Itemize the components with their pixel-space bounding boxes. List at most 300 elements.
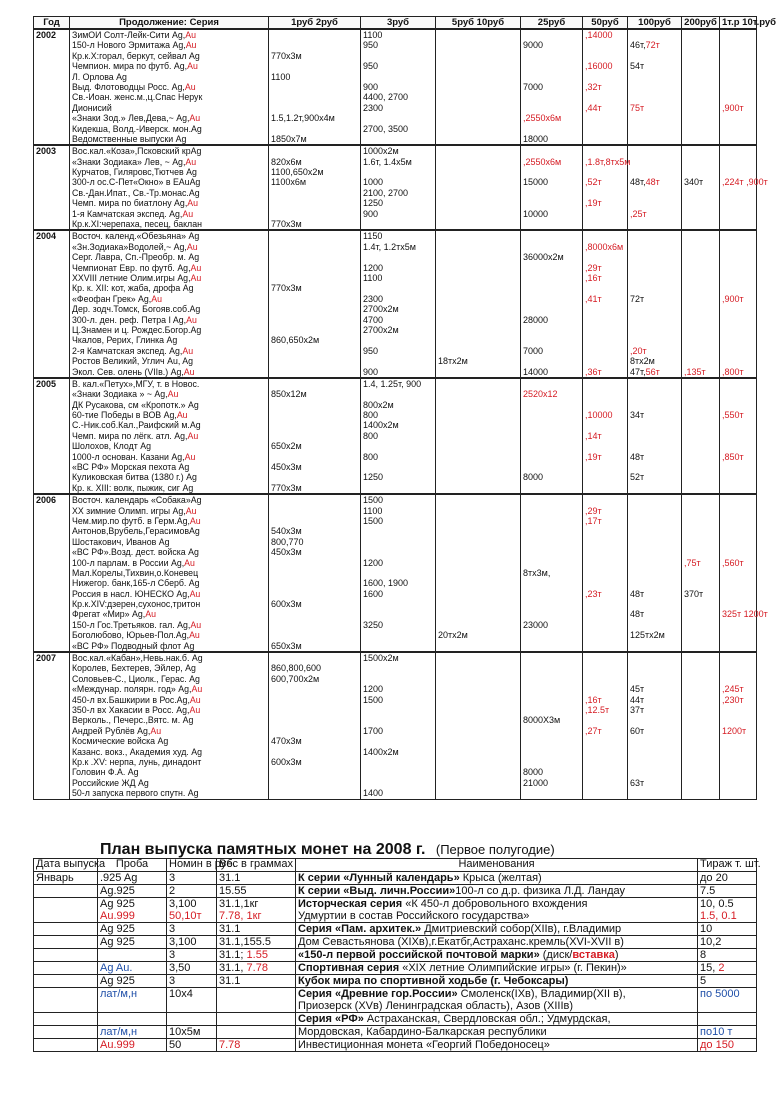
metal-mark: Au (189, 630, 200, 641)
value-text: 800 (363, 430, 379, 441)
value-line (363, 726, 433, 736)
series-name (72, 315, 266, 325)
weight-cell-text: 31.1,1кг (219, 897, 259, 910)
value-line (363, 578, 433, 588)
value-line (630, 705, 679, 715)
value-line (271, 304, 358, 314)
circulation-red: 2 (718, 961, 725, 974)
series-text: «ВС РФ» Подводный флот Ag (72, 640, 195, 651)
value-line (684, 367, 717, 377)
plan-row (34, 961, 757, 974)
value-line (523, 506, 580, 516)
value-line (630, 757, 679, 767)
value-text: 770х3м (271, 219, 302, 230)
value-line (585, 495, 625, 505)
value-text: ,75т (684, 557, 701, 568)
value-line (722, 736, 754, 746)
value-line (438, 400, 518, 410)
value-line (722, 568, 754, 578)
value-line (438, 547, 518, 557)
value-line (684, 379, 717, 389)
value-cell (521, 652, 583, 799)
value-line (722, 263, 754, 273)
value-cell (521, 378, 583, 494)
value-text: ,36т (585, 366, 602, 377)
value-line (585, 767, 625, 777)
value-cell (436, 145, 521, 230)
column-header: 1руб 2руб (269, 17, 361, 30)
value-line (630, 219, 679, 229)
series-name (72, 400, 266, 410)
value-line (722, 157, 754, 167)
value-text: 75т (630, 102, 645, 113)
plan-column-header: Дата выпуска (34, 859, 98, 872)
value-line (630, 767, 679, 777)
value-line (363, 103, 433, 113)
series-cell (70, 29, 269, 145)
value-line (585, 304, 625, 314)
weight-cell (217, 897, 296, 922)
value-text: 72т (630, 293, 645, 304)
value-line (722, 410, 754, 420)
series-text: 1-я Камчатская экспед. Ag, (72, 208, 183, 219)
series-name (72, 273, 266, 283)
value-line (363, 589, 433, 599)
series-name (72, 188, 266, 198)
proba-cell (98, 1038, 167, 1051)
value-line (523, 263, 580, 273)
series-text: Св.-Иоан. женс.м.,ц.Спас Нерук (72, 92, 203, 103)
metal-mark: Au (182, 345, 194, 356)
value-text: 950 (363, 345, 379, 356)
series-text: «Междунар. полярн. год» Ag, (72, 684, 192, 695)
value-line (630, 51, 679, 61)
value-line (630, 167, 679, 177)
value-line (684, 653, 717, 663)
value-line (523, 92, 580, 102)
value-line (363, 715, 433, 725)
value-cell (521, 494, 583, 652)
value-line (363, 736, 433, 746)
circulation-cell (698, 987, 757, 1012)
circulation-cell (698, 974, 757, 987)
value-text: 23000 (523, 619, 549, 630)
circulation-cell (698, 961, 757, 974)
series-text: Кр. к. XIII: волк, пыжик, сиг Ag (72, 482, 194, 493)
series-text: «Знаки Зод.» Лев,Дева,~ Ag, (72, 113, 190, 124)
circulation-cell-text: по10 т (700, 1025, 733, 1038)
proba-cell (98, 1012, 167, 1025)
value-line (630, 578, 679, 588)
value-line (630, 495, 679, 505)
proba-cell (98, 974, 167, 987)
circulation-cell-text: 7.5 (700, 884, 716, 897)
series-text: Экол. Сев. олень (VIIв.) Ag, (72, 366, 184, 377)
value-line (684, 346, 717, 356)
value-text: 1100 (363, 272, 383, 283)
value-line (684, 788, 717, 798)
value-line (684, 441, 717, 451)
value-line (271, 124, 358, 134)
series-text: Кидекша, Волд.-Иверск. мон.Ag (72, 123, 202, 134)
plan-row (34, 974, 757, 987)
value-line (585, 156, 631, 167)
series-text: 300-л. ден. реф. Петра I Ag, (72, 314, 187, 325)
series-name (72, 252, 266, 262)
value-line (722, 684, 754, 694)
value-line (630, 400, 679, 410)
value-line (271, 599, 358, 609)
value-line (630, 134, 679, 144)
value-text: 3250 (363, 619, 384, 630)
value-line (630, 589, 679, 599)
value-text: 800 (363, 451, 379, 462)
series-name (72, 325, 266, 335)
value-line (271, 726, 358, 736)
value-line (271, 167, 358, 177)
series-name (72, 674, 266, 684)
value-line (630, 124, 679, 134)
value-line (271, 198, 358, 208)
name-text: Астраханская, Свердловская обл.; Удмурдская, (363, 1012, 611, 1025)
value-line (630, 663, 679, 673)
value-line (271, 578, 358, 588)
value-line (271, 252, 358, 262)
value-line (438, 124, 518, 134)
value-line (585, 252, 625, 262)
value-line (585, 778, 625, 788)
value-line (585, 462, 625, 472)
plan-row (34, 1012, 757, 1025)
name-text: Смоленск(IXв), Владимир(XII в), (457, 987, 626, 1000)
value-line (630, 778, 679, 788)
value-line (363, 788, 433, 798)
series-text: Чемп. мира по лёгк. атл. Ag, (72, 430, 188, 441)
value-text: 1500 (363, 694, 384, 705)
value-line (722, 788, 754, 798)
circulation-cell-text: до 150 (700, 1038, 734, 1051)
value-text: 900 (363, 81, 379, 92)
value-line (630, 231, 679, 241)
value-cell (361, 494, 436, 652)
value-line (523, 589, 580, 599)
value-text: 48т (630, 588, 645, 599)
series-text: ДК Русакова, см «Кропотк.» Ag (72, 399, 199, 410)
value-line (722, 462, 754, 472)
value-line (523, 736, 580, 746)
series-name (72, 715, 266, 725)
value-text: 1100 (363, 505, 383, 516)
nominal-cell (167, 871, 217, 884)
nominal-cell (167, 897, 217, 922)
value-text: 21000 (523, 777, 549, 788)
value-text: 1200т (722, 725, 747, 736)
value-line (271, 273, 358, 283)
value-line (684, 578, 717, 588)
value-line (271, 209, 358, 219)
value-line (271, 367, 358, 377)
value-text: 1700 (363, 725, 384, 736)
value-line (630, 431, 679, 441)
weight-cell-text: 31.1 (219, 974, 241, 987)
series-cell (70, 230, 269, 377)
value-line (585, 325, 625, 335)
value-line (363, 653, 433, 663)
value-text: ,25т (630, 208, 647, 219)
value-line (523, 61, 580, 71)
value-line (271, 51, 358, 61)
name-cell (296, 1038, 698, 1051)
value-line (438, 51, 518, 61)
name-cell (296, 974, 698, 987)
value-text: 8тх3м, (523, 567, 551, 578)
plan-column-header: Тираж т. шт. (698, 859, 757, 872)
value-line (585, 441, 625, 451)
value-line (722, 420, 754, 430)
value-line (523, 537, 580, 547)
value-line (363, 431, 433, 441)
value-text: ,20т (630, 345, 647, 356)
value-line (523, 462, 580, 472)
value-text: 48т (630, 609, 645, 620)
value-line (438, 420, 518, 430)
value-line (438, 283, 518, 293)
value-line (585, 547, 625, 557)
value-line (684, 778, 717, 788)
series-name (72, 263, 266, 273)
series-text: Восточ. календ.«Обезьяна» Ag (72, 231, 200, 242)
value-line (684, 705, 717, 715)
value-line (271, 620, 358, 630)
value-line (523, 495, 580, 505)
value-line (363, 315, 433, 325)
value-line (438, 134, 518, 144)
value-line (438, 72, 518, 82)
value-text: ,245т (722, 684, 744, 695)
series-text: Чем.мир.по футб. в Герм.Ag, (72, 515, 190, 526)
value-line (438, 30, 518, 40)
value-line (722, 82, 754, 92)
series-text: Чемпион. мира по футб. Ag, (72, 61, 188, 72)
nominal-cell-text: 3 (169, 948, 176, 961)
value-line (271, 72, 358, 82)
name-bold: Кубок мира по спортивной ходьбе (г. Чебоксары) (298, 974, 569, 987)
value-line (523, 653, 580, 663)
value-cell (436, 230, 521, 377)
series-name (72, 578, 266, 588)
metal-mark: Au (185, 30, 197, 40)
value-text: ,900т (722, 102, 744, 113)
name-cell (296, 884, 698, 897)
value-line (585, 273, 625, 283)
value-line (363, 516, 433, 526)
value-text: ,800т (722, 366, 744, 377)
value-text: ,14000 (585, 30, 613, 40)
nominal-cell-text: 3,100 (169, 935, 197, 948)
value-line (585, 30, 625, 40)
series-text: XXVIII летние Олим.игры Ag, (72, 272, 191, 283)
value-line (523, 283, 580, 293)
value-line (271, 516, 358, 526)
series-text: Королев, Бехтерев, Эйлер, Ag (72, 663, 196, 674)
value-text: 950 (363, 40, 379, 51)
nominal-cell (167, 884, 217, 897)
value-line (585, 400, 625, 410)
proba-cell (98, 897, 167, 922)
value-line (630, 177, 679, 187)
value-line (523, 547, 580, 557)
value-line (585, 705, 625, 715)
value-text: 1100 (363, 30, 383, 40)
series-text: Нижегор. банк,165-л Сберб. Ag (72, 578, 200, 589)
series-name (72, 495, 266, 505)
date-cell (34, 922, 98, 935)
value-line (523, 231, 580, 241)
proba-cell-text: лат/м,н (100, 987, 138, 1000)
value-line (630, 157, 679, 167)
plan-header-row (34, 859, 757, 872)
value-line (585, 788, 625, 798)
series-name (72, 167, 266, 177)
value-line (271, 157, 358, 167)
value-line (363, 157, 433, 167)
value-line (585, 51, 625, 61)
value-line (684, 420, 717, 430)
value-line (630, 188, 679, 198)
value-text: 800,770 (271, 536, 304, 547)
name-text: Инвестиционная монета «Георгий Победоносец» (298, 1038, 550, 1051)
value-line (630, 620, 679, 630)
series-name (72, 124, 266, 134)
value-line (630, 641, 679, 651)
series-text: Чемпионат Евр. по футб. Ag, (72, 262, 191, 273)
value-text: 36000х2м (523, 252, 564, 263)
date-cell-text: Январь (36, 871, 74, 884)
value-line (438, 335, 518, 345)
value-line (523, 410, 580, 420)
series-name (72, 684, 266, 694)
value-line (722, 674, 754, 684)
series-text: «Зн.Зодиака»Водолей,~ Ag, (72, 241, 187, 252)
value-line (684, 674, 717, 684)
plan-column-header: Вес в граммах (217, 859, 296, 872)
value-line (363, 472, 433, 482)
value-line (438, 113, 518, 123)
value-line (438, 472, 518, 482)
value-line (630, 506, 679, 516)
value-line (271, 506, 358, 516)
series-name (72, 346, 266, 356)
series-text: Ростов Великий, Углич Au, Ag (72, 356, 193, 367)
value-cell (436, 378, 521, 494)
value-text: 1850х7м (271, 133, 307, 144)
value-line (438, 495, 518, 505)
value-text: 15000 (523, 177, 549, 188)
value-line (722, 483, 754, 493)
circulation-cell-text: до 20 (700, 871, 728, 884)
value-line (523, 252, 580, 262)
series-name (72, 40, 266, 50)
value-line (523, 452, 580, 462)
column-header: Продолжение: Серия (70, 17, 269, 30)
value-line (684, 483, 717, 493)
value-line (684, 767, 717, 777)
value-text: 4400, 2700 (363, 92, 409, 103)
value-line (271, 325, 358, 335)
series-name (72, 92, 266, 102)
plan-column-header: Наименования (296, 859, 698, 872)
plan-row (34, 897, 757, 922)
value-line (684, 589, 717, 599)
value-line (438, 715, 518, 725)
value-line (585, 410, 625, 420)
proba-cell (98, 871, 167, 884)
series-text: XX зимние Олимп. игры Ag, (72, 505, 186, 516)
value-line (684, 356, 717, 366)
series-name (72, 379, 266, 389)
value-line (585, 92, 625, 102)
value-line (722, 367, 754, 377)
nominal-cell (167, 987, 217, 1012)
value-text: ,19т (585, 198, 602, 209)
value-line (438, 441, 518, 451)
value-line (684, 61, 717, 71)
value-line (271, 736, 358, 746)
year-group-row (34, 29, 757, 145)
series-name (72, 705, 266, 715)
value-line (722, 452, 754, 462)
value-line (630, 346, 679, 356)
value-line (523, 663, 580, 673)
series-name (72, 620, 266, 630)
value-line (585, 124, 625, 134)
metal-mark: Au (167, 389, 179, 400)
circulation-cell (698, 871, 757, 884)
value-line (363, 379, 433, 389)
year-group-row (34, 494, 757, 652)
value-line (523, 389, 580, 399)
series-name (72, 242, 266, 252)
value-line (630, 304, 679, 314)
value-line (363, 630, 433, 640)
nominal-cell-text: 50,10т (169, 909, 202, 922)
value-cell (720, 29, 757, 145)
value-text: 1600, 1900 (363, 578, 409, 589)
value-line (363, 325, 433, 335)
value-line (438, 157, 518, 167)
name-bold: К серии «Выд. личн.России» (298, 884, 456, 897)
date-cell (34, 897, 98, 922)
value-cell (269, 230, 361, 377)
plan-title (100, 841, 740, 859)
value-line (271, 219, 358, 229)
value-line (630, 40, 679, 50)
value-line (684, 273, 717, 283)
value-line (684, 452, 717, 462)
weight-cell-text: 31.1; (219, 948, 244, 961)
value-line (630, 389, 679, 399)
value-line (585, 516, 625, 526)
value-line (271, 788, 358, 798)
value-line (271, 420, 358, 430)
value-line (523, 177, 580, 187)
plan-subtitle: (Первое полугодие) (435, 842, 555, 857)
nominal-cell (167, 974, 217, 987)
value-text: ,52т (585, 177, 602, 188)
value-line (585, 506, 625, 516)
value-line (585, 209, 625, 219)
series-name (72, 589, 266, 599)
